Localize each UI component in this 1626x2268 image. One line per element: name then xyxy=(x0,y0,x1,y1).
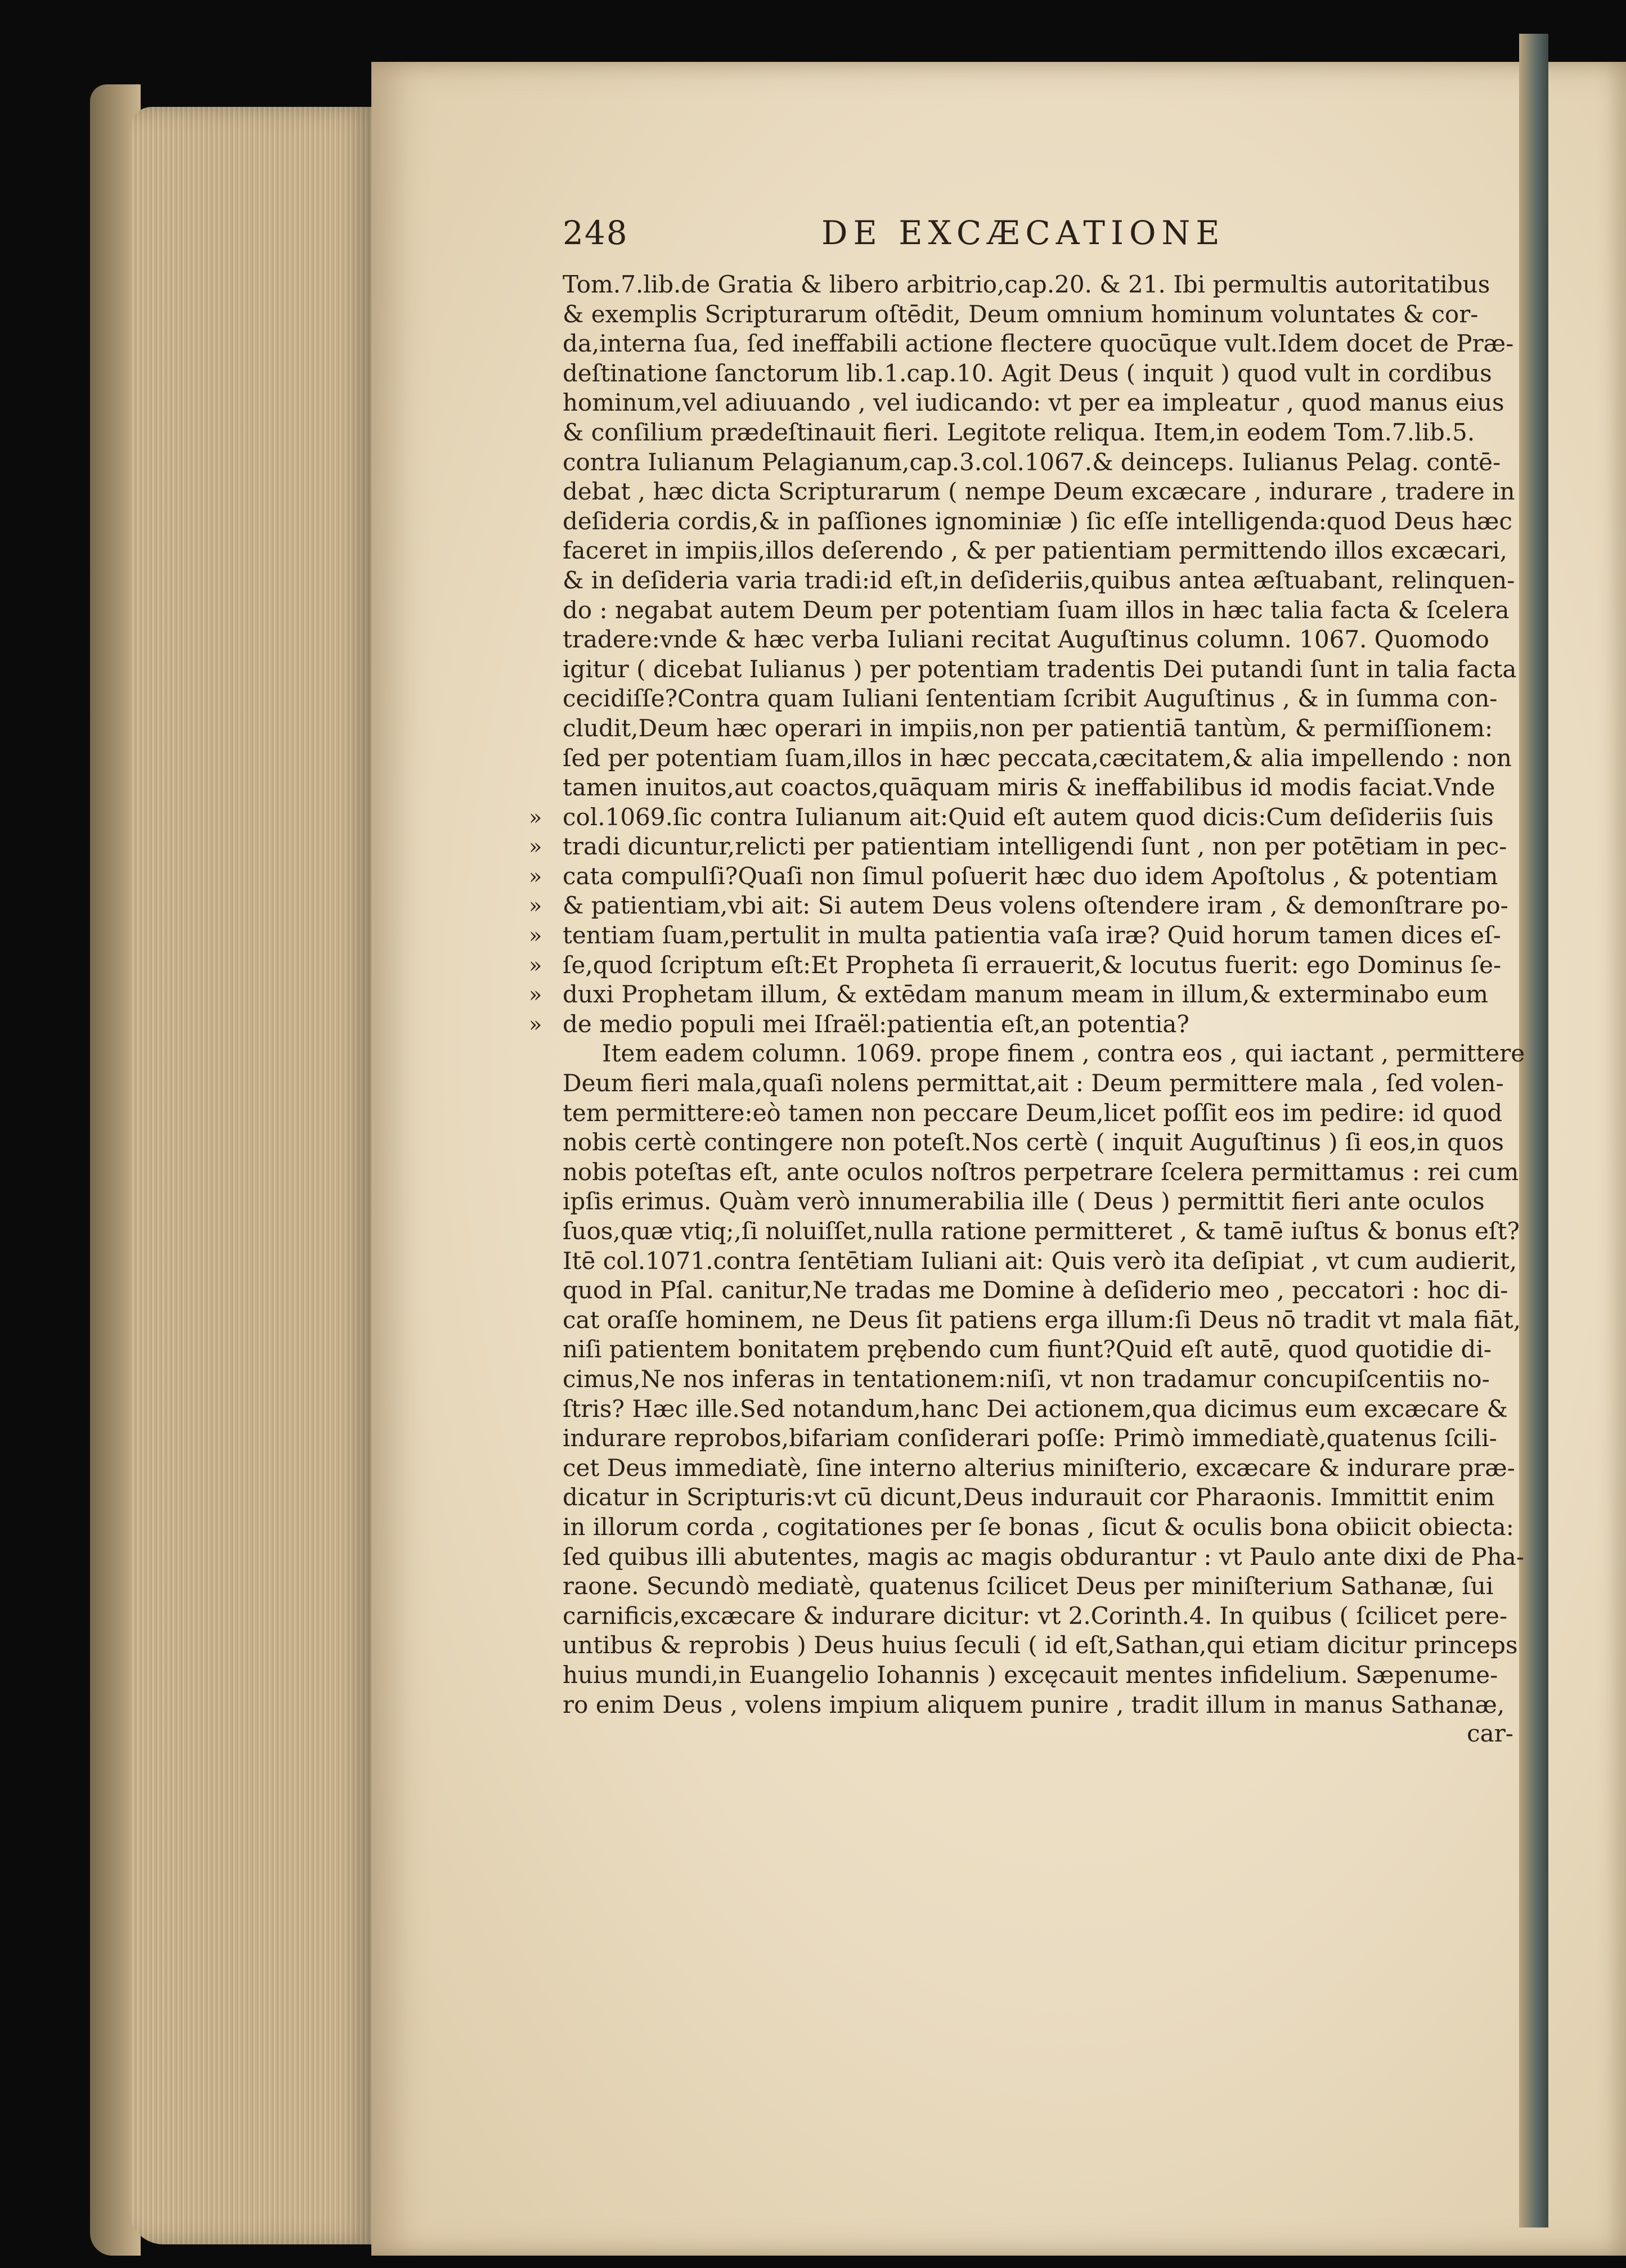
text-line xyxy=(563,1690,1513,1720)
line-text: Deum fieri mala,quaſi nolens permittat,ait : Deum permittere mala , ſed volen- xyxy=(563,1069,1504,1097)
text-line xyxy=(563,655,1517,685)
line-text: & in deſideria varia tradi:id eſt,in deſideriis,quibus antea æſtuabant, relinquen- xyxy=(563,566,1515,594)
line-text: de medio populi mei Iſraël:patientia eſt,an potentia? xyxy=(563,1010,1189,1038)
text-line xyxy=(563,1572,1513,1601)
line-text: ſe,quod ſcriptum eſt:Et Propheta ſi errauerit,& locutus fuerit: ego Dominus ſe- xyxy=(563,951,1502,979)
text-line xyxy=(563,1099,1513,1128)
quotation-mark: » xyxy=(529,1011,542,1037)
page-header xyxy=(563,214,1513,270)
line-text: dicatur in Scripturis:vt cū dicunt,Deus indurauit cor Pharaonis. Immittit enim xyxy=(563,1483,1495,1511)
text-line xyxy=(563,625,1513,655)
quotation-mark: » xyxy=(529,923,542,948)
line-text: & patientiam,vbi ait: Si autem Deus volens oſtendere iram , & demonſtrare po- xyxy=(563,892,1508,920)
text-line xyxy=(563,1039,1525,1069)
line-text: cata compulſi?Quaſi non ſimul poſuerit hæc duo idem Apoſtolus , & potentiam xyxy=(563,862,1498,890)
text-line xyxy=(529,832,1513,862)
page-number: 248 xyxy=(563,214,628,252)
quotation-mark: » xyxy=(529,863,542,889)
quotation-mark: » xyxy=(529,804,542,830)
text-line xyxy=(563,1631,1518,1660)
body-text xyxy=(529,270,1525,1720)
text-line xyxy=(563,270,1513,300)
line-text: niſi patientem bonitatem prębendo cum fiunt?Quid eſt autē, quod quotidie di- xyxy=(563,1335,1492,1364)
text-line xyxy=(563,1601,1513,1631)
text-line xyxy=(529,921,1513,951)
line-text: igitur ( dicebat Iulianus ) per potentiam tradentis Dei putandi ſunt in talia facta xyxy=(563,655,1517,683)
text-line xyxy=(563,448,1513,478)
text-line xyxy=(563,714,1513,744)
text-line xyxy=(563,300,1513,330)
text-line xyxy=(563,507,1513,537)
line-text: ipſis erimus. Quàm verò innumerabilia ille ( Deus ) permittit fieri ante oculos xyxy=(563,1187,1485,1216)
text-block xyxy=(529,214,1525,1748)
text-line xyxy=(563,1365,1513,1394)
text-line xyxy=(563,359,1513,389)
line-text: col.1069.ſic contra Iulianum ait:Quid eſt autem quod dicis:Cum deſideriis ſuis xyxy=(563,803,1494,831)
line-text: Tom.7.lib.de Gratia & libero arbitrio,cap.20. & 21. Ibi permultis autoritatibus xyxy=(563,271,1490,298)
text-line xyxy=(563,1128,1513,1158)
text-line xyxy=(563,1306,1521,1335)
quotation-mark: » xyxy=(529,893,542,919)
line-text: quod in Pſal. canitur,Ne tradas me Domine à deſiderio meo , peccatori : hoc di- xyxy=(563,1276,1508,1304)
line-text: raone. Secundò mediatè, quatenus ſcilicet Deus per miniſterium Sathanæ, ſui xyxy=(563,1572,1494,1600)
text-line xyxy=(563,1483,1513,1513)
text-line xyxy=(529,862,1513,892)
text-line xyxy=(563,1335,1513,1365)
page-block-edge xyxy=(129,107,377,2244)
text-line xyxy=(563,1217,1520,1246)
line-text: deſtinatione ſanctorum lib.1.cap.10. Agit Deus ( inquit ) quod vult in cordibus xyxy=(563,359,1492,387)
line-text: tradere:vnde & hæc verba Iuliani recitat Auguſtinus column. 1067. Quomodo xyxy=(563,626,1489,654)
line-text: untibus & reprobis ) Deus huius ſeculi ( id eſt,Sathan,qui etiam dicitur princeps xyxy=(563,1631,1518,1659)
line-text: ſed per potentiam ſuam,illos in hæc peccata,cæcitatem,& alia impellendo : non xyxy=(563,744,1512,772)
text-line xyxy=(563,1069,1513,1099)
line-text: cet Deus immediatè, ſine interno alterius miniſterio, excæcare & indurare præ- xyxy=(563,1454,1515,1482)
text-line xyxy=(563,1454,1513,1483)
text-line xyxy=(563,536,1513,566)
text-line xyxy=(563,1394,1513,1424)
text-line xyxy=(529,980,1513,1010)
text-line xyxy=(563,773,1513,803)
line-text: do : negabat autem Deum per potentiam ſuam illos in hæc talia facta & ſcelera xyxy=(563,596,1510,624)
text-line xyxy=(529,951,1513,980)
text-line xyxy=(563,1542,1524,1572)
line-text: & exemplis Scripturarum oſtēdit, Deum omnium hominum voluntates & cor- xyxy=(563,300,1479,328)
text-line xyxy=(563,566,1513,596)
line-text: carnificis,excæcare & indurare dicitur: vt 2.Corinth.4. In quibus ( ſcilicet pere- xyxy=(563,1601,1508,1630)
line-text: deſideria cordis,& in paſſiones ignominiæ ) ſic eſſe intelligenda:quod Deus hæc xyxy=(563,507,1512,535)
line-text: nobis certè contingere non poteſt.Nos certè ( inquit Auguſtinus ) ſi eos,in quos xyxy=(563,1128,1504,1156)
quotation-mark: » xyxy=(529,982,542,1007)
facing-page-edge xyxy=(1519,34,1548,2228)
quotation-mark: » xyxy=(529,952,542,978)
line-text: faceret in impiis,illos deſerendo , & per patientiam permittendo illos excæcari, xyxy=(563,537,1507,565)
line-text: tradi dicuntur,relicti per patientiam intelligendi ſunt , non per potētiam in pec- xyxy=(563,832,1507,861)
text-line xyxy=(563,1187,1513,1217)
line-text: cecidiſſe?Contra quam Iuliani ſententiam ſcribit Auguſtinus , & in ſumma con- xyxy=(563,685,1498,713)
catchword: car- xyxy=(1467,1720,1513,1748)
line-text: huius mundi,in Euangelio Iohannis ) excęcauit mentes infidelium. Sæpenume- xyxy=(563,1660,1498,1689)
line-text: nobis poteſtas eſt, ante oculos noſtros perpetrare ſcelera permittamus : rei cum xyxy=(563,1158,1519,1186)
line-text: hominum,vel adiuuando , vel iudicando: vt per ea impleatur , quod manus eius xyxy=(563,389,1504,417)
line-text: cat oraſſe hominem, ne Deus ſit patiens erga illum:ſi Deus nō tradit vt mala fiāt, xyxy=(563,1306,1521,1334)
text-line xyxy=(563,684,1513,714)
line-text: in illorum corda , cogitationes per ſe bonas , ſicut & oculis bona obiicit obiecta: xyxy=(563,1513,1514,1541)
text-line xyxy=(563,329,1513,359)
text-line xyxy=(563,744,1513,773)
text-line xyxy=(563,596,1513,626)
line-text: tentiam ſuam,pertulit in multa patientia vaſa iræ? Quid horum tamen dices eſ- xyxy=(563,921,1501,950)
text-line xyxy=(563,1276,1513,1306)
line-text: contra Iulianum Pelagianum,cap.3.col.1067.& deinceps. Iulianus Pelag. contē- xyxy=(563,448,1501,476)
text-line xyxy=(529,1010,1513,1040)
line-text: duxi Prophetam illum, & extēdam manum meam in illum,& exterminabo eum xyxy=(563,980,1488,1009)
text-line xyxy=(563,477,1513,507)
line-text: tamen inuitos,aut coactos,quāquam miris & ineffabilibus id modis faciat.Vnde xyxy=(563,773,1495,802)
line-text: cimus,Ne nos inferas in tentationem:niſi, vt non tradamur concupiſcentiis no- xyxy=(563,1365,1490,1393)
line-text: ſtris? Hæc ille.Sed notandum,hanc Dei actionem,qua dicimus eum excæcare & xyxy=(563,1394,1508,1423)
line-text: ſed quibus illi abutentes, magis ac magis obdurantur : vt Paulo ante dixi de Pha- xyxy=(563,1542,1524,1570)
line-text: debat , hæc dicta Scripturarum ( nempe Deum excæcare , indurare , tradere in xyxy=(563,478,1515,506)
line-text: cludit,Deum hæc operari in impiis,non per patientiā tantùm, & permiſſionem: xyxy=(563,714,1493,742)
line-text: indurare reprobos,bifariam conſiderari poſſe: Primò immediatè,quatenus ſcili- xyxy=(563,1424,1497,1452)
line-text: Item eadem column. 1069. prope finem , contra eos , qui iactant , permittere xyxy=(602,1040,1525,1068)
text-line xyxy=(563,1424,1513,1454)
text-line xyxy=(529,803,1513,832)
quotation-mark: » xyxy=(529,834,542,860)
text-line xyxy=(563,418,1513,448)
running-title: DE EXCÆCATIONE xyxy=(821,214,1225,252)
text-line xyxy=(563,388,1513,418)
line-text: Itē col.1071.contra ſentētiam Iuliani ait: Quis verò ita deſipiat , vt cum audierit, xyxy=(563,1246,1517,1275)
line-text: da,interna ſua, ſed ineffabili actione flectere quocūque vult.Idem docet de Præ- xyxy=(563,330,1514,358)
text-line xyxy=(563,1660,1513,1690)
line-text: & conſilium prædeſtinauit fieri. Legitote reliqua. Item,in eodem Tom.7.lib.5. xyxy=(563,418,1475,446)
text-line xyxy=(563,1246,1517,1276)
line-text: tem permittere:eò tamen non peccare Deum,licet poſſit eos im pedire: id quod xyxy=(563,1099,1503,1127)
text-line xyxy=(529,891,1513,921)
text-line xyxy=(563,1513,1513,1542)
line-text: ſuos,quæ vtiq;,ſi noluiſſet,nulla ratione permitteret , & tamē iuſtus & bonus eſt? xyxy=(563,1217,1520,1245)
line-text: ro enim Deus , volens impium aliquem punire , tradit illum in manus Sathanæ, xyxy=(563,1690,1505,1718)
text-line xyxy=(563,1158,1519,1187)
